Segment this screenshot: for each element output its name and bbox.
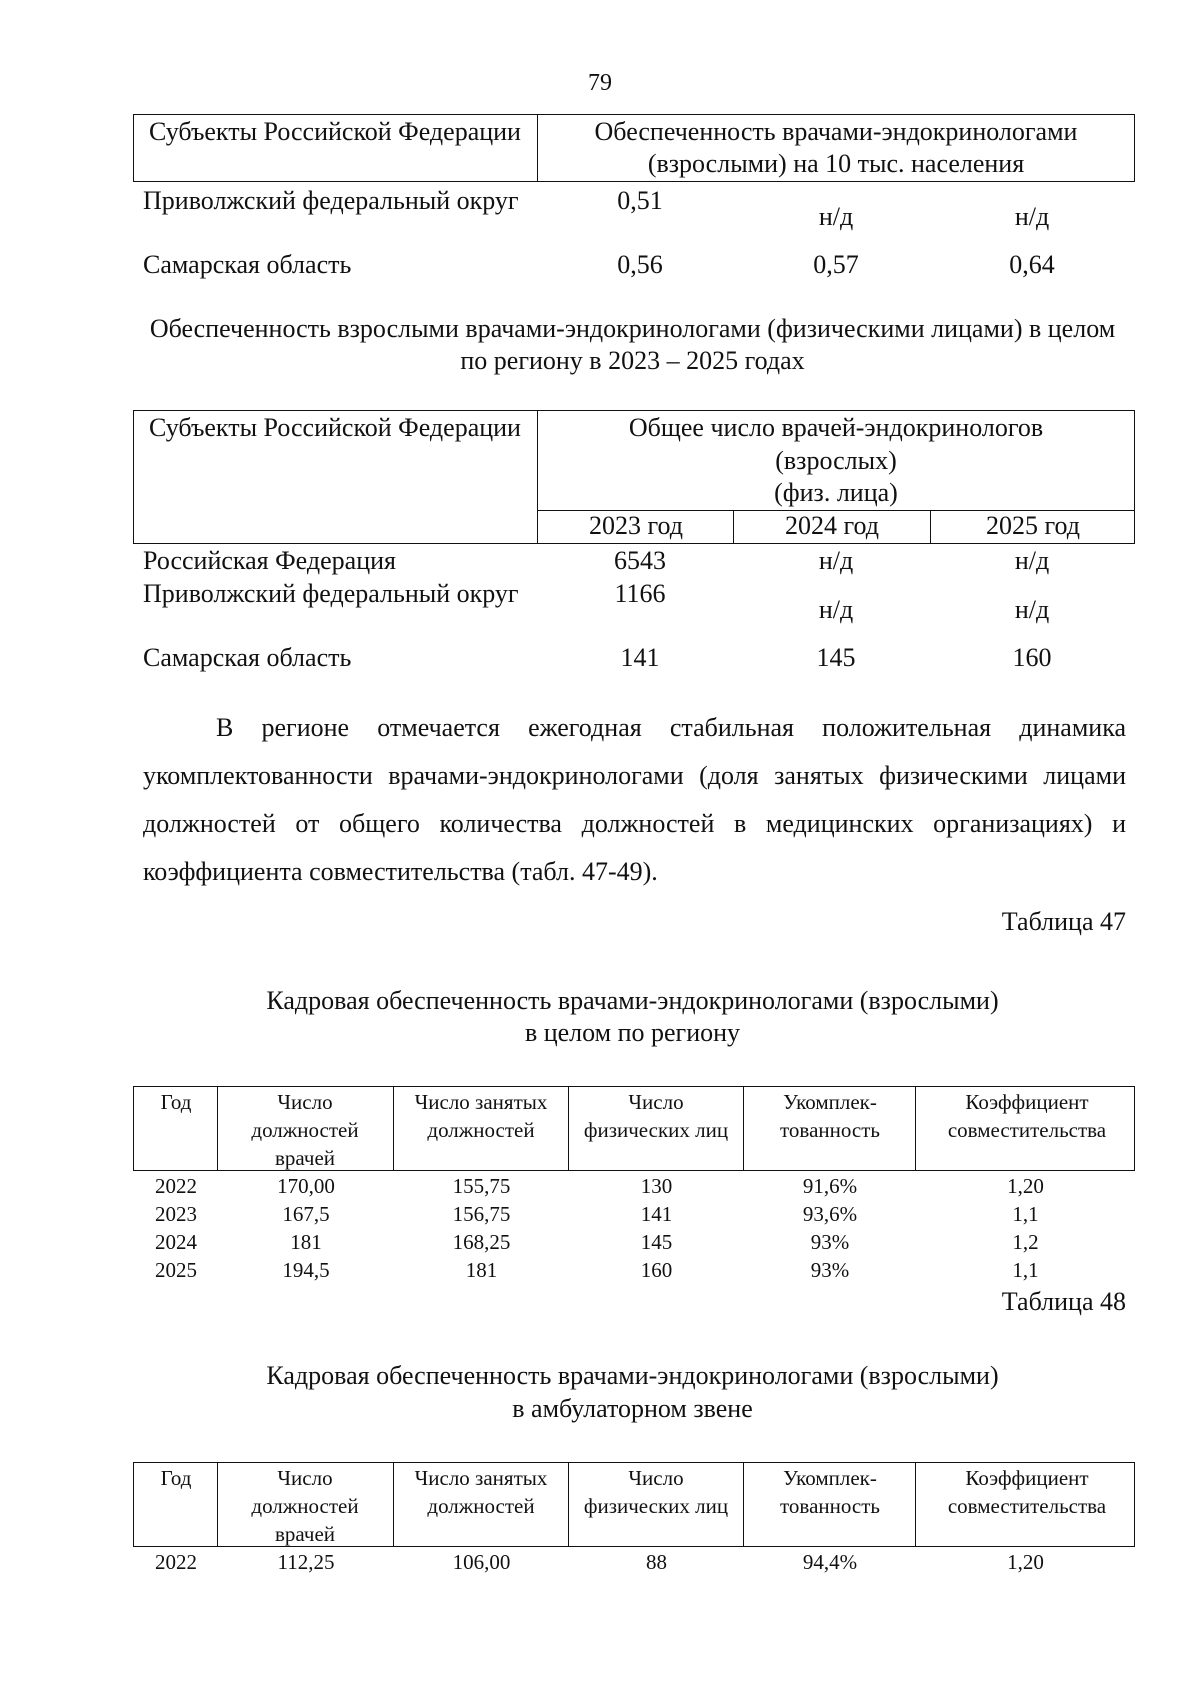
header-persons: Число физических лиц bbox=[583, 1466, 729, 1518]
header-positions: Число должностей врачей bbox=[251, 1466, 359, 1546]
header-year: 2024 год bbox=[785, 511, 879, 540]
table-label: Таблица 47 bbox=[1001, 907, 1126, 936]
header-coefficient: Коэффициент совместительства bbox=[947, 1466, 1107, 1518]
body-paragraph: В регионе отмечается ежегодная стабильная положительная динамика укомплектованности врачами-эндокринологами (доля занятых физическими лицами должностей от общего количества должностей в медицинских организациях) и коэффициента совместительства (табл. 47-49). bbox=[143, 713, 1126, 886]
header-coefficient: Коэффициент совместительства bbox=[947, 1090, 1107, 1142]
table-title-line1: Кадровая обеспеченность врачами-эндокринологами (взрослыми) bbox=[266, 986, 999, 1015]
header-positions: Число должностей врачей bbox=[251, 1090, 359, 1170]
header-year: Год bbox=[160, 1090, 192, 1114]
page-number: 79 bbox=[588, 70, 612, 96]
header-persons: Число физических лиц bbox=[583, 1090, 729, 1142]
header-subjects: Субъекты Российской Федерации bbox=[149, 413, 521, 442]
header-staffing: Укомплек-тованность bbox=[780, 1090, 880, 1142]
header-staffing: Укомплек-тованность bbox=[780, 1466, 880, 1518]
header-provision: Обеспеченность врачами-эндокринологами (взрослыми) на 10 тыс. населения bbox=[594, 117, 1078, 178]
table-title-line1: Кадровая обеспеченность врачами-эндокринологами (взрослыми) bbox=[266, 1361, 999, 1390]
header-occupied: Число занятых должностей bbox=[414, 1090, 548, 1142]
table-label: Таблица 48 bbox=[1001, 1287, 1126, 1316]
header-total-l2: (взрослых) bbox=[775, 446, 897, 475]
header-subjects: Субъекты Российской Федерации bbox=[149, 117, 521, 146]
header-year: 2023 год bbox=[589, 511, 683, 540]
header-total-l3: (физ. лица) bbox=[774, 478, 898, 507]
header-year: Год bbox=[160, 1466, 192, 1490]
table-title-line2: в амбулаторном звене bbox=[512, 1394, 753, 1423]
header-total-l1: Общее число врачей-эндокринологов bbox=[628, 413, 1044, 442]
header-year: 2025 год bbox=[986, 511, 1080, 540]
section-heading: Обеспеченность взрослыми врачами-эндокринологами (физическими лицами) в целом по региону в 2023 – 2025 годах bbox=[149, 314, 1116, 375]
table-title-line2: в целом по региону bbox=[524, 1018, 741, 1047]
header-occupied: Число занятых должностей bbox=[414, 1466, 548, 1518]
